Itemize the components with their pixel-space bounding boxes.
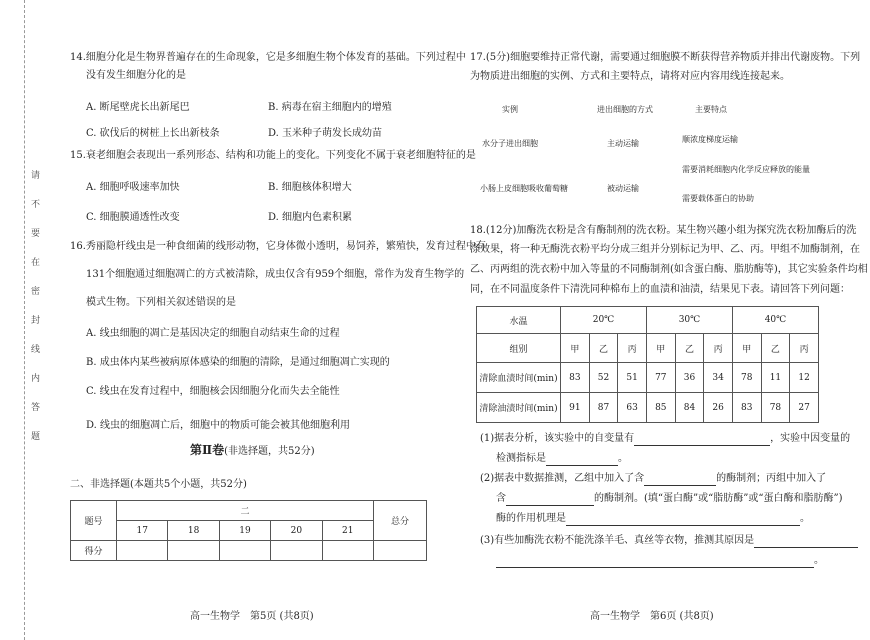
answer-blank[interactable] [566,525,800,526]
q18-sub1-text-b: ，实验中因变量的 [770,433,851,444]
exp-cell: 78 [732,363,761,393]
q18-stem-line1: 18.(12分)加酶洗衣粉是含有酶制剂的洗衣粉。某生物兴趣小组为探究洗衣粉加酶后的洗 [470,225,857,236]
exp-group: 乙 [675,334,704,363]
answer-blank[interactable] [634,445,770,446]
score-cell[interactable] [374,541,427,561]
q17-method-active: 主动运输 [607,139,639,148]
q15-option-a: A. 细胞呼吸速率加快 [86,182,180,193]
q15-option-b: B. 细胞核体积增大 [268,182,352,193]
q16-stem-line3: 模式生物。下列相关叙述错误的是 [86,297,236,308]
q17-feature-energy: 需要消耗细胞内化学反应释放的能量 [682,165,810,174]
q18-stem-line4: 同，在不同温度条件下清洗同种棉布上的血渍和油渍，结果见下表。请回答下列问题： [470,284,850,295]
q14-option-c: C. 砍伐后的树桩上长出新枝条 [86,128,220,139]
q16-option-a: A. 线虫细胞的凋亡是基因决定的细胞自动结束生命的过程 [86,328,340,339]
q14-option-a: A. 断尾壁虎长出新尾巴 [86,102,190,113]
q18-sub2-line3 [496,512,810,526]
score-cell[interactable] [322,541,373,561]
exp-group: 丙 [790,334,819,363]
q18-sub2-text-a: (2)据表中数据推测，乙组中加入了含 [480,473,645,484]
q15-option-d: D. 细胞内色素积累 [268,212,353,223]
q17-example-glucose: 小肠上皮细胞吸收葡萄糖 [480,184,568,193]
score-table-num: 20 [271,521,322,541]
score-table-num: 21 [322,521,373,541]
score-cell[interactable] [271,541,322,561]
q15-option-c: C. 细胞膜通透性改变 [86,212,180,223]
exp-cell: 51 [618,363,647,393]
q17-method-passive: 被动运输 [607,184,639,193]
score-table-part: 二 [117,501,374,521]
score-table-tihao: 题号 [71,501,117,541]
q18-sub2-text-c: 含 [496,493,506,504]
answer-blank[interactable] [754,547,858,548]
binding-margin-line [24,0,26,640]
score-table-num: 19 [219,521,270,541]
exp-temp-40: 40℃ [732,307,818,334]
exp-header-temp: 水温 [477,307,561,334]
exp-group: 乙 [761,334,790,363]
score-table-total: 总分 [374,501,427,541]
q18-sub2-text-d: 的酶制剂。(填“蛋白酶”或“脂肪酶”或“蛋白酶和脂肪酶”) [594,493,843,504]
q14-option-b: B. 病毒在宿主细胞内的增殖 [268,102,392,113]
answer-blank[interactable] [644,485,716,486]
exp-temp-30: 30℃ [646,307,732,334]
exp-group: 甲 [646,334,675,363]
exp-cell: 83 [561,363,590,393]
section-subtitle: (非选择题，共52分) [224,446,315,457]
exp-group: 甲 [732,334,761,363]
section-title-text: 第Ⅱ卷 [190,443,225,457]
q17-stem-line1: 17.(5分)细胞要维持正常代谢，需要通过细胞膜不断获得营养物质并排出代谢废物。下列 [470,52,861,63]
q18-sub1-text-a: (1)据表分析，该实验中的自变量有 [480,433,635,444]
q16-option-b: B. 成虫体内某些被病原体感染的细胞的清除，是通过细胞凋亡实现的 [86,357,390,368]
q18-sub2-text-b: 的酶制剂；丙组中加入了 [716,473,827,484]
exp-cell: 84 [675,393,704,423]
score-table-num: 17 [117,521,168,541]
exp-cell: 27 [790,393,819,423]
q18-stem-line2: 涤效果，将一种无酶洗衣粉平均分成三组并分别标记为甲、乙、丙。甲组不加酶制剂，在 [470,244,860,255]
exp-cell: 91 [561,393,590,423]
q18-sub2-line2 [496,492,842,506]
exp-row-oil-label: 清除油渍时间(min) [477,393,561,423]
exp-group: 丙 [618,334,647,363]
exp-cell: 11 [761,363,790,393]
exp-cell: 87 [589,393,618,423]
score-table [70,500,427,561]
q17-col-method: 进出细胞的方式 [597,105,653,114]
exp-cell: 83 [732,393,761,423]
exp-cell: 34 [704,363,733,393]
q14-stem-line1: 14.细胞分化是生物界普遍存在的生命现象，它是多细胞生物个体发育的基础。下列过程中 [70,52,466,63]
score-table-num: 18 [168,521,219,541]
right-page-footer: 高一生物学 第6页 (共8页) [590,611,714,622]
q18-sub3-text-b: 。 [814,555,824,566]
q17-feature-carrier: 需要载体蛋白的协助 [682,194,754,203]
q18-sub2-text-e: 酶的作用机理是 [496,513,566,524]
exp-cell: 77 [646,363,675,393]
q16-stem-line2: 131个细胞通过细胞凋亡的方式被清除，成虫仅含有959个细胞，常作为发育生物学的 [86,269,465,280]
q18-sub1-line1 [480,432,850,446]
q17-col-example: 实例 [502,105,518,114]
part2-heading: 二、非选择题(本题共5个小题，共52分) [70,479,247,490]
q18-stem-line3: 乙、丙两组的洗衣粉中加入等量的不同酶制剂(如含蛋白酶、脂肪酶等)，其它实验条件均相 [470,264,868,275]
score-cell[interactable] [117,541,168,561]
experiment-table [476,306,819,423]
q14-stem-line2: 没有发生细胞分化的是 [86,70,186,81]
q18-sub1-line2 [496,452,628,466]
seal-line-notice: 请不要在密封线内答题 [29,170,39,460]
q17-col-feature: 主要特点 [695,105,727,114]
exp-cell: 36 [675,363,704,393]
left-page-footer: 高一生物学 第5页 (共8页) [190,611,314,622]
answer-blank[interactable] [506,505,594,506]
exp-cell: 12 [790,363,819,393]
q18-sub3-text-a: (3)有些加酶洗衣粉不能洗涤羊毛、真丝等衣物，推测其原因是 [480,535,755,546]
exp-group: 丙 [704,334,733,363]
exp-temp-20: 20℃ [561,307,647,334]
q16-option-d: D. 线虫的细胞凋亡后，细胞中的物质可能会被其他细胞利用 [86,420,351,431]
score-cell[interactable] [168,541,219,561]
exp-cell: 52 [589,363,618,393]
q18-sub2-line1 [480,472,826,486]
answer-blank[interactable] [496,567,814,568]
exp-cell: 63 [618,393,647,423]
answer-blank[interactable] [546,465,618,466]
score-cell[interactable] [219,541,270,561]
q17-example-water: 水分子进出细胞 [482,139,538,148]
q16-option-c: C. 线虫在发育过程中，细胞核会因细胞分化而失去全能性 [86,386,340,397]
exp-cell: 85 [646,393,675,423]
exp-cell: 78 [761,393,790,423]
q18-sub1-text-d: 。 [618,453,628,464]
score-table-defen: 得分 [71,541,117,561]
q17-feature-gradient: 顺浓度梯度运输 [682,135,738,144]
exp-group: 乙 [589,334,618,363]
section-title [190,441,315,458]
q18-sub3-line2 [496,554,824,568]
exp-row-blood-label: 清除血渍时间(min) [477,363,561,393]
q14-option-d: D. 玉米种子萌发长成幼苗 [268,128,383,139]
q18-sub2-text-f: 。 [800,513,810,524]
exp-cell: 26 [704,393,733,423]
exp-group: 甲 [561,334,590,363]
exp-header-group: 组别 [477,334,561,363]
q15-stem: 15.衰老细胞会表现出一系列形态、结构和功能上的变化。下列变化不属于衰老细胞特征的是 [70,150,476,161]
q16-stem-line1: 16.秀丽隐杆线虫是一种食细菌的线形动物，它身体微小透明，易饲养，繁殖快，发育过程中有 [70,241,486,252]
q17-stem-line2: 为物质进出细胞的实例、方式和主要特点，请将对应内容用线连接起来。 [470,71,790,82]
q18-sub3-line1 [480,534,858,548]
q18-sub1-text-c: 检测指标是 [496,453,546,464]
